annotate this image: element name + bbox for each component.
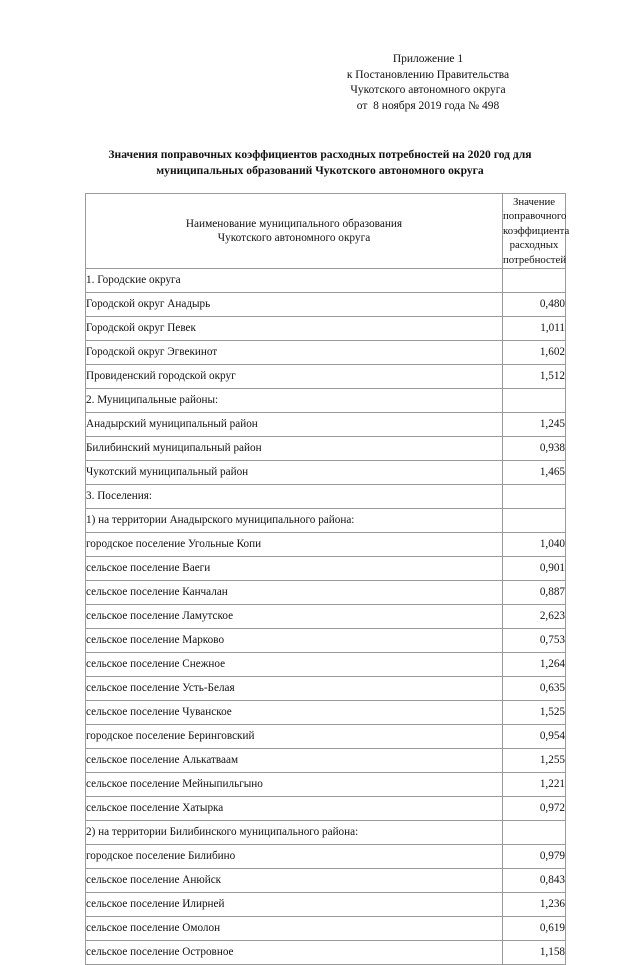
table-row (86, 437, 566, 461)
table-row (86, 581, 566, 605)
column-header-name-line-1: Наименование муниципального образования (185, 217, 403, 230)
header-line-okrug: Чукотского автономного округа (350, 84, 506, 97)
table-row (86, 485, 566, 509)
header-line-appendix: Приложение 1 (392, 53, 464, 65)
row-value-cell: 0,480 (503, 293, 566, 317)
row-value-cell: 0,972 (503, 797, 566, 821)
table-row (86, 725, 566, 749)
row-name-cell: 3. Поселения: (86, 485, 503, 509)
table-row (86, 509, 566, 533)
table-row (86, 413, 566, 437)
row-value-cell: 1,245 (503, 413, 566, 437)
table-row (86, 845, 566, 869)
table-row (86, 917, 566, 941)
table-row (86, 773, 566, 797)
row-name-cell: сельское поселение Мейныпильгыно (86, 773, 503, 797)
row-value-cell: 1,221 (503, 773, 566, 797)
row-value-cell: 1,465 (503, 461, 566, 485)
table-row (86, 653, 566, 677)
row-name-cell: сельское поселение Алькатваам (86, 749, 503, 773)
table-row (86, 293, 566, 317)
page-title-line-1: Значения поправочных коэффициентов расходных потребностей на 2020 год для (108, 148, 532, 161)
row-name-cell: городское поселение Беринговский (86, 725, 503, 749)
row-name-cell: сельское поселение Анюйск (86, 869, 503, 893)
row-name-cell: Городской округ Певек (86, 317, 503, 341)
table-header-row (86, 194, 566, 269)
row-name-cell: сельское поселение Омолон (86, 917, 503, 941)
table-row (86, 701, 566, 725)
page-title (85, 147, 555, 179)
row-value-cell: 1,236 (503, 893, 566, 917)
table-row (86, 557, 566, 581)
table-row (86, 869, 566, 893)
row-value-cell (503, 509, 566, 533)
column-header-value-line-3: коэффициента (503, 224, 570, 237)
row-value-cell: 0,887 (503, 581, 566, 605)
table-row (86, 749, 566, 773)
row-value-cell: 2,623 (503, 605, 566, 629)
row-name-cell: сельское поселение Канчалан (86, 581, 503, 605)
row-value-cell: 0,901 (503, 557, 566, 581)
table-row (86, 461, 566, 485)
row-value-cell: 0,619 (503, 917, 566, 941)
table-row (86, 533, 566, 557)
table-row (86, 341, 566, 365)
row-value-cell: 1,602 (503, 341, 566, 365)
row-name-cell: сельское поселение Чуванское (86, 701, 503, 725)
column-header-name (86, 194, 503, 269)
row-name-cell: Чукотский муниципальный район (86, 461, 503, 485)
row-name-cell: Провиденский городской округ (86, 365, 503, 389)
row-value-cell: 1,158 (503, 941, 566, 965)
row-name-cell: Анадырский муниципальный район (86, 413, 503, 437)
coefficients-table (85, 193, 570, 965)
table-row (86, 629, 566, 653)
row-name-cell: Городской округ Анадырь (86, 293, 503, 317)
row-value-cell (503, 821, 566, 845)
row-name-cell: городское поселение Угольные Копи (86, 533, 503, 557)
page-title-line-2: муниципальных образований Чукотского автономного округа (156, 164, 484, 177)
row-name-cell: 2) на территории Билибинского муниципального района: (86, 821, 503, 845)
column-header-value-line-2: поправочного (503, 210, 567, 223)
row-name-cell: 1. Городские округа (86, 269, 503, 293)
row-value-cell: 1,264 (503, 653, 566, 677)
table-row (86, 389, 566, 413)
table-row (86, 269, 566, 293)
table-row (86, 797, 566, 821)
row-value-cell: 0,753 (503, 629, 566, 653)
table-row (86, 605, 566, 629)
table-row (86, 317, 566, 341)
coefficients-table-container (85, 193, 570, 965)
header-line-date-number: от 8 ноября 2019 года № 498 (356, 99, 500, 112)
row-value-cell: 0,979 (503, 845, 566, 869)
table-row (86, 677, 566, 701)
row-name-cell: сельское поселение Марково (86, 629, 503, 653)
row-name-cell: 2. Муниципальные районы: (86, 389, 503, 413)
row-value-cell (503, 269, 566, 293)
row-value-cell: 0,954 (503, 725, 566, 749)
row-name-cell: городское поселение Билибино (86, 845, 503, 869)
table-row (86, 821, 566, 845)
row-value-cell: 1,512 (503, 365, 566, 389)
row-name-cell: сельское поселение Ваеги (86, 557, 503, 581)
column-header-value-line-5: потребностей (503, 253, 567, 266)
row-name-cell: Билибинский муниципальный район (86, 437, 503, 461)
document-header (278, 52, 578, 114)
row-value-cell (503, 485, 566, 509)
row-name-cell: сельское поселение Усть-Белая (86, 677, 503, 701)
row-name-cell: сельское поселение Ламутское (86, 605, 503, 629)
row-name-cell: сельское поселение Илирней (86, 893, 503, 917)
row-name-cell: сельское поселение Снежное (86, 653, 503, 677)
row-name-cell: сельское поселение Хатырка (86, 797, 503, 821)
row-value-cell (503, 389, 566, 413)
column-header-name-line-2: Чукотского автономного округа (217, 232, 371, 244)
row-value-cell: 0,938 (503, 437, 566, 461)
row-value-cell: 1,040 (503, 533, 566, 557)
table-row (86, 941, 566, 965)
table-head (86, 194, 570, 269)
row-name-cell: Городской округ Эгвекинот (86, 341, 503, 365)
row-name-cell: 1) на территории Анадырского муниципального района: (86, 509, 503, 533)
row-value-cell: 0,635 (503, 677, 566, 701)
row-name-cell: сельское поселение Островное (86, 941, 503, 965)
row-value-cell: 1,525 (503, 701, 566, 725)
column-header-value-line-1: Значение (512, 195, 556, 208)
column-header-value-line-4: расходных (509, 239, 559, 252)
row-value-cell: 1,255 (503, 749, 566, 773)
header-line-decree: к Постановлению Правительства (346, 68, 510, 81)
row-value-cell: 0,843 (503, 869, 566, 893)
table-row (86, 365, 566, 389)
table-body (86, 269, 566, 965)
row-value-cell: 1,011 (503, 317, 566, 341)
column-header-value (503, 194, 570, 269)
